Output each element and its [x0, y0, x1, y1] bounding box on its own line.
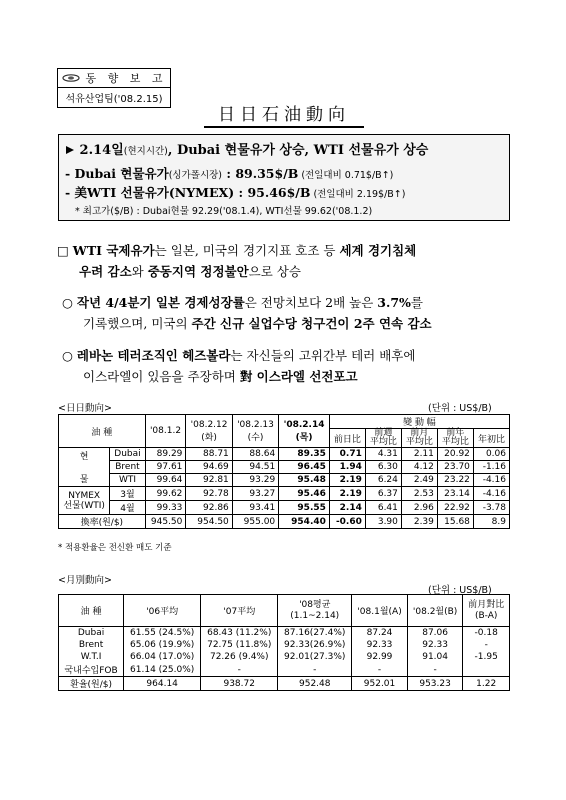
summary-record-high: * 최고가($/B) : Dubai현물 92.29('08.1.4), WTI선물 99.62('08.1.2): [75, 206, 373, 217]
page-title: 日日石油動向: [204, 100, 364, 128]
daily-header-date-2: '08.2.12 (화): [186, 415, 232, 448]
summary-headline: 2.14일(현지시간), Dubai 현물유가 상승, WTI 선물유가 상승: [65, 139, 428, 158]
daily-header-date-4: '08.2.14 (목): [279, 415, 330, 448]
daily-price-table: [58, 414, 510, 529]
daily-group-futures: NYMEX 선물(WTI): [59, 487, 110, 515]
monthly-header-2006: '06平均: [124, 595, 201, 627]
daily-header-prev-year: 前年 平均比: [437, 429, 473, 448]
paragraph-3-line-2: 이스라엘이 있음을 주장하며 對 이스라엘 선전포고: [83, 369, 358, 384]
team-date-label: 석유산업팀('08.2.15): [65, 94, 163, 105]
report-header-box: [57, 68, 171, 108]
daily-header-change: 變 動 幅: [329, 415, 509, 429]
daily-header-prev-day: 前日比: [329, 429, 365, 448]
triangle-bullet-icon: [65, 145, 75, 155]
paragraph-1-line-2: 우려 감소와 중동지역 정정불안으로 상승: [79, 264, 301, 279]
paragraph-2-line-1: ○ 작년 4/4분기 일본 경제성장률은 전망치보다 2배 높은 3.7%를: [62, 295, 423, 310]
table-row: WTI 99.64 92.81 93.29 95.48 2.19 6.24 2.49 23.22 -4.16: [59, 474, 510, 487]
daily-table-caption: <日日動向>: [58, 403, 112, 414]
paragraph-2-line-2: 기록했으며, 미국의 주간 신규 실업수당 청구건이 2주 연속 감소: [83, 316, 432, 331]
table-row: Brent 65.06 (19.9%) 72.75 (11.8%) 92.33(26.9%) 92.33 92.33 -: [59, 639, 510, 651]
summary-dubai-line: - Dubai 현물유가(싱가폴시장) : 89.35$/B (전일대비 0.71$/B↑): [65, 166, 394, 181]
daily-header-prev-month: 前月 平均比: [401, 429, 437, 448]
monthly-header-diff: 前月對比 (B-A): [463, 595, 510, 627]
daily-header-ytd: 年初比: [473, 429, 509, 448]
monthly-header-oil: 油 種: [59, 595, 124, 627]
table-row: Dubai 61.55 (24.5%) 68.43 (11.2%) 87.16(27.4%) 87.24 87.06 -0.18: [59, 627, 510, 640]
paragraph-3-line-1: ○ 레바논 테러조직인 헤즈볼라는 자신들의 고위간부 테러 배후에: [62, 348, 416, 363]
monthly-price-table: [58, 594, 510, 691]
daily-group-spot: 현 물: [59, 448, 110, 487]
table-row: 현 물 Dubai 89.29 88.71 88.64 89.35 0.71 4.31 2.11 20.92 0.06: [59, 448, 510, 461]
daily-header-prev-week: 前週 平均比: [365, 429, 401, 448]
report-type-label: 동 향 보 고: [85, 72, 167, 85]
table-row: 국내수입FOB 61.14 (25.0%) - - - -: [59, 663, 510, 677]
daily-header-oil: 油 種: [59, 415, 146, 448]
daily-header-date-1: '08.1.2: [145, 415, 186, 448]
table-row: 換率(원/$) 945.50 954.50 955.00 954.40 -0.60 3.90 2.39 15.68 8.9: [59, 515, 510, 529]
table-row: W.T.I 66.04 (17.0%) 72.26 (9.4%) 92.01(27.3%) 92.99 91.04 -1.95: [59, 651, 510, 663]
table-row: NYMEX 선물(WTI) 3월 99.62 92.78 93.27 95.46 2.19 6.37 2.53 23.14 -4.16: [59, 487, 510, 501]
paragraph-1-line-1: □ WTI 국제유가는 일본, 미국의 경기지표 호조 등 세계 경기침체: [57, 243, 417, 258]
monthly-table-caption: <月別動向>: [58, 575, 112, 586]
table-row: 환율(원/$) 964.14 938.72 952.48 952.01 953.23 1.22: [59, 677, 510, 691]
monthly-header-feb: '08.2월(B): [407, 595, 463, 627]
monthly-header-jan: '08.1월(A): [352, 595, 408, 627]
company-logo-icon: [62, 74, 80, 82]
daily-table-footnote: * 적용환율은 전신환 매도 기준: [58, 543, 172, 553]
table-row: 4월 99.33 92.86 93.41 95.55 2.14 6.41 2.96 22.92 -3.78: [59, 501, 510, 515]
summary-box: [58, 134, 510, 221]
monthly-table-unit: (단위 : US$/B): [428, 585, 492, 596]
daily-header-date-3: '08.2.13 (수): [232, 415, 278, 448]
summary-wti-line: - 美WTI 선물유가(NYMEX) : 95.46$/B (전일대비 2.19$/B↑): [65, 185, 406, 200]
daily-table-unit: (단위 : US$/B): [428, 403, 492, 414]
monthly-header-2007: '07平均: [201, 595, 278, 627]
table-row: Brent 97.61 94.69 94.51 96.45 1.94 6.30 4.12 23.70 -1.16: [59, 461, 510, 474]
monthly-header-2008: '08평균 (1.1~2.14): [278, 595, 352, 627]
report-type-row: [58, 69, 170, 88]
